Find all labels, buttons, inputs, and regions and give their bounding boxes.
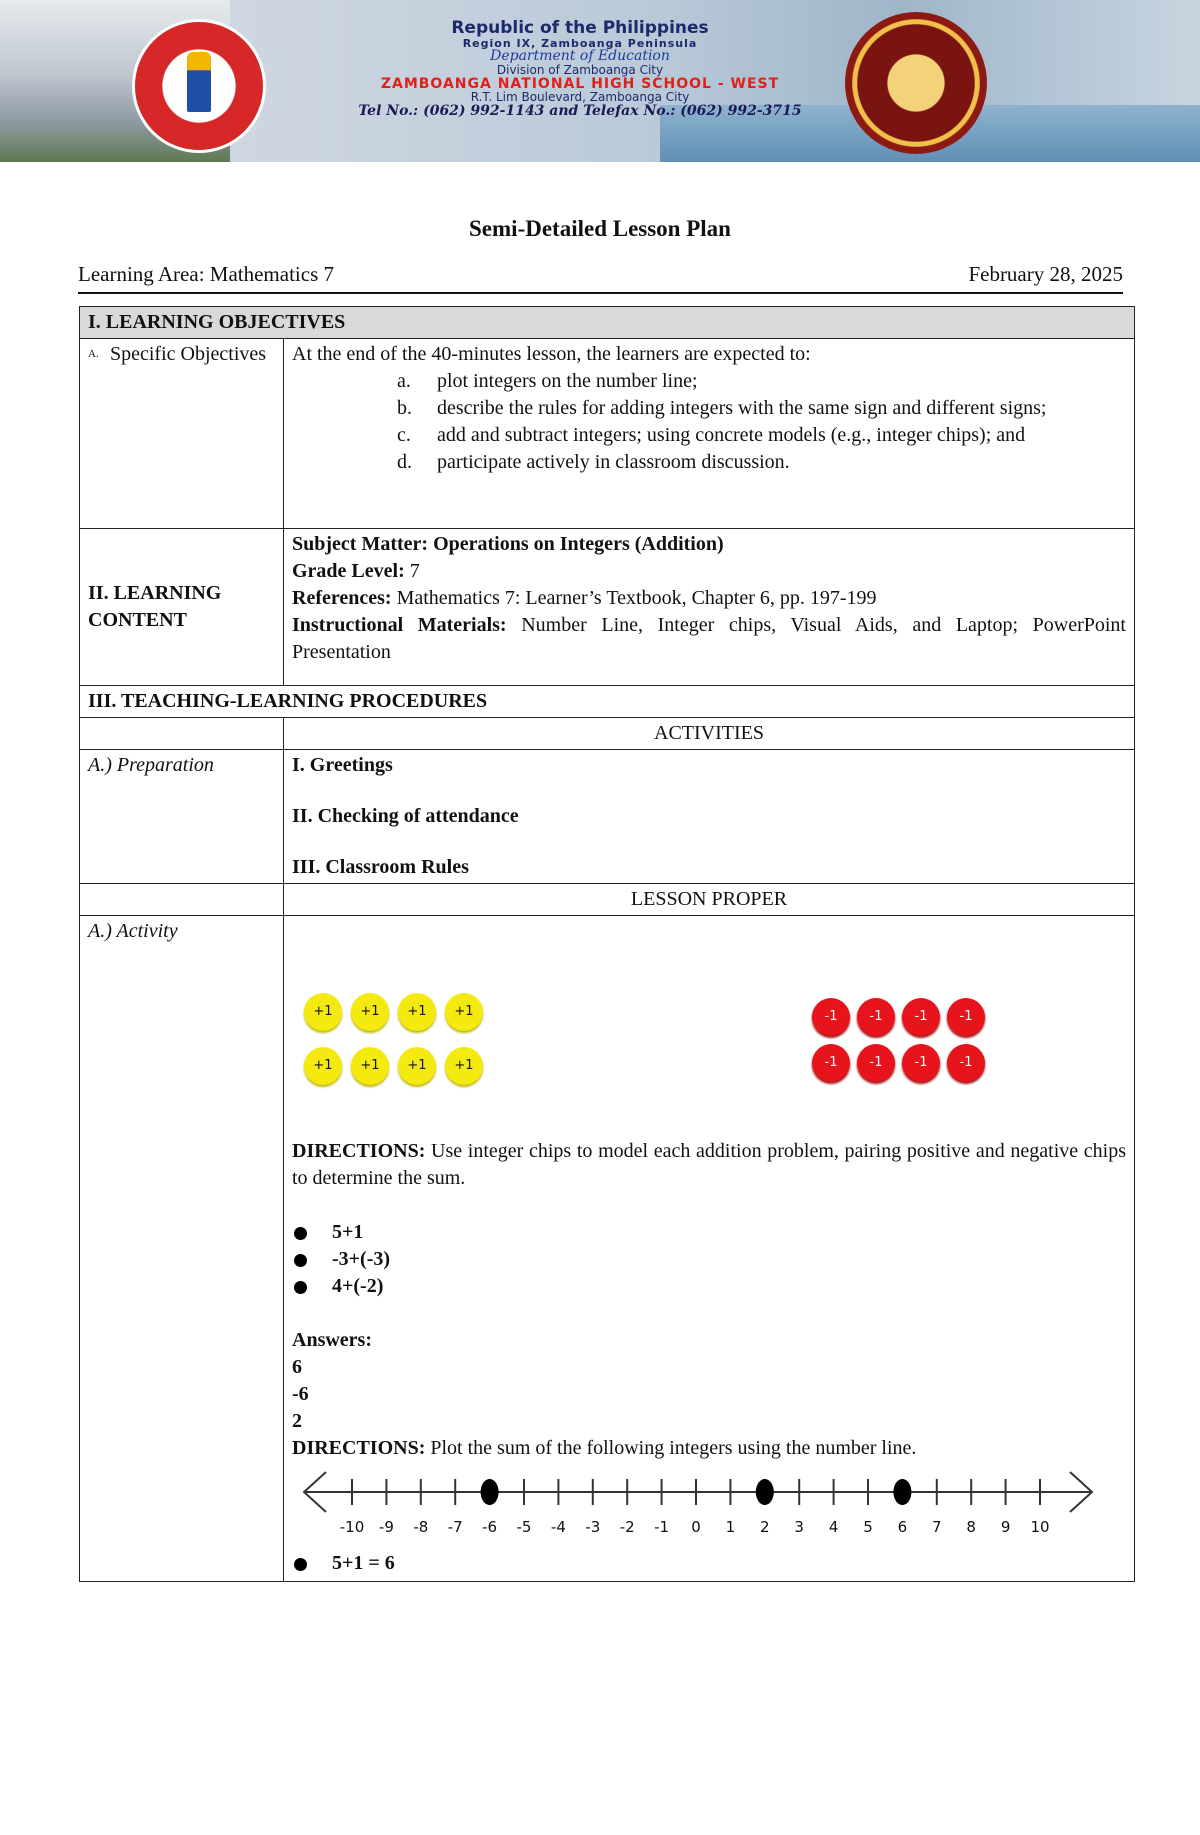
tick-label: 6: [897, 1518, 908, 1536]
activity-label: A.) Activity: [80, 916, 284, 1582]
tick-label: 9: [1000, 1518, 1011, 1536]
content-cell: [284, 529, 1135, 686]
materials-value: Number Line, Integer chips, Visual Aids, and Laptop; PowerPoint Presentation: [292, 614, 1126, 663]
materials-label: Instructional Materials:: [292, 614, 507, 636]
tick-label: 7: [932, 1518, 942, 1536]
list-item: d. participate actively in classroom discussion.: [397, 451, 790, 473]
preparation-label: A.) Preparation: [80, 750, 284, 884]
integer-chips-area: [292, 918, 1126, 1138]
answer-item: 6: [292, 1356, 302, 1378]
torch-icon: [187, 52, 211, 112]
procedures-header-row: [80, 686, 1135, 718]
positive-chip: +1: [304, 993, 342, 1031]
banner-department: Department of Education: [490, 48, 670, 65]
lesson-date: February 28, 2025: [968, 262, 1123, 286]
tick-label: -4: [550, 1518, 566, 1536]
grade-value: 7: [409, 560, 420, 582]
tick-label: -3: [585, 1518, 601, 1536]
banner-phone: Tel No.: (062) 992-1143 and Telefax No.: (062) 992-3715: [358, 102, 802, 119]
banner-address: R.T. Lim Boulevard, Zamboanga City: [470, 90, 690, 105]
list-item: b. describe the rules for adding integers with the same sign and different signs;: [397, 397, 1047, 419]
prep-item-rules: III. Classroom Rules: [292, 856, 469, 878]
objectives-label-letter: A.: [88, 348, 99, 360]
university-seal-logo: [845, 12, 987, 154]
grade-label: Grade Level:: [292, 560, 405, 582]
lesson-plan-table: [79, 306, 1135, 1582]
empty-cell: [80, 884, 284, 916]
banner-region: Region IX, Zamboanga Peninsula: [462, 36, 698, 50]
negative-chip: -1: [857, 1044, 895, 1082]
activity-cell: [284, 916, 1135, 1582]
tick-label: -5: [516, 1518, 532, 1536]
positive-chip: +1: [304, 1047, 342, 1085]
tick-label: 4: [828, 1518, 839, 1536]
objectives-header-row: [80, 307, 1135, 339]
positive-chip: +1: [398, 993, 436, 1031]
preparation-cell: [284, 750, 1135, 884]
content-row: [80, 529, 1135, 686]
answer-item: -6: [292, 1383, 309, 1405]
list-item: 4+(-2): [292, 1273, 1126, 1300]
banner-division: Division of Zamboanga City: [496, 63, 664, 78]
references-label: References:: [292, 587, 392, 609]
learning-area: Learning Area: Mathematics 7: [78, 262, 334, 286]
objectives-header: I. LEARNING OBJECTIVES: [80, 307, 1135, 339]
negative-chip: -1: [947, 998, 985, 1036]
answer-item: 2: [292, 1410, 302, 1432]
plotted-point: [756, 1479, 774, 1505]
activities-label: ACTIVITIES: [284, 718, 1135, 750]
lesson-proper-label: LESSON PROPER: [284, 884, 1135, 916]
tick-label: 0: [691, 1518, 701, 1536]
tick-label: -9: [378, 1518, 394, 1536]
negative-chip: -1: [812, 998, 850, 1036]
objectives-row: [80, 339, 1135, 529]
objectives-content-cell: [284, 339, 1135, 529]
empty-cell: [80, 718, 284, 750]
positive-chip: +1: [445, 1047, 483, 1085]
objectives-label-cell: [80, 339, 284, 529]
tick-label: 3: [794, 1518, 804, 1536]
tick-label: -1: [654, 1518, 670, 1536]
list-item: a. plot integers on the number line;: [397, 370, 698, 392]
tick-label: 2: [760, 1518, 770, 1536]
banner-republic: Republic of the Philippines: [451, 18, 709, 38]
prep-item-greetings: I. Greetings: [292, 754, 393, 776]
objectives-label: Specific Objectives: [110, 343, 267, 365]
negative-chip: -1: [902, 998, 940, 1036]
activities-header-row: [80, 718, 1135, 750]
list-item: 5+1: [292, 1219, 1126, 1246]
procedures-header: III. TEACHING-LEARNING PROCEDURES: [80, 686, 1135, 718]
meta-row: [78, 262, 1123, 294]
plotted-point: [481, 1479, 499, 1505]
header-banner: [0, 0, 1200, 162]
tick-label: -6: [482, 1518, 498, 1536]
learning-area-underline: [78, 292, 444, 294]
tick-label: 10: [1030, 1518, 1050, 1536]
tick-label: -7: [447, 1518, 463, 1536]
list-item: 5+1 = 6: [292, 1550, 1126, 1577]
positive-chip: +1: [351, 993, 389, 1031]
positive-chip: +1: [398, 1047, 436, 1085]
directions-1: DIRECTIONS: Use integer chips to model each addition problem, pairing positive and negative chips to determine the sum.: [292, 1140, 1127, 1189]
number-line-svg: [292, 1462, 1102, 1550]
tick-label: -2: [619, 1518, 635, 1536]
directions-2: DIRECTIONS: Plot the sum of the following integers using the number line.: [292, 1437, 917, 1459]
references-value: Mathematics 7: Learner’s Textbook, Chapter 6, pp. 197-199: [396, 587, 877, 609]
list-item: -3+(-3): [292, 1246, 1126, 1273]
objectives-list: [292, 368, 1126, 476]
tick-label: -8: [413, 1518, 429, 1536]
tick-label: -10: [339, 1518, 365, 1536]
tick-label: 8: [966, 1518, 976, 1536]
answers-label: Answers:: [292, 1329, 372, 1351]
list-item: c. add and subtract integers; using concrete models (e.g., integer chips); and: [397, 424, 1026, 446]
tick-label: 5: [863, 1518, 873, 1536]
content-header: II. LEARNING CONTENT: [80, 529, 284, 686]
problem-list: [292, 1219, 1126, 1300]
tick-label: 1: [725, 1518, 736, 1536]
page-title: Semi-Detailed Lesson Plan: [469, 216, 731, 241]
prep-item-attendance: II. Checking of attendance: [292, 805, 519, 827]
negative-chip: -1: [857, 998, 895, 1036]
lesson-proper-row: [80, 884, 1135, 916]
preparation-row: [80, 750, 1135, 884]
positive-chip: +1: [351, 1047, 389, 1085]
banner-text: [300, 20, 860, 119]
number-line: [292, 1462, 1126, 1550]
negative-chip: -1: [902, 1044, 940, 1082]
activity-row: [80, 916, 1135, 1582]
subject-label: Subject Matter:: [292, 533, 429, 555]
final-list: [292, 1550, 1126, 1577]
negative-chip: -1: [812, 1044, 850, 1082]
plotted-point: [893, 1479, 911, 1505]
banner-school-name: ZAMBOANGA NATIONAL HIGH SCHOOL - WEST: [380, 75, 780, 92]
school-seal-logo: [135, 22, 263, 150]
positive-chip: +1: [445, 993, 483, 1031]
negative-chip: -1: [947, 1044, 985, 1082]
subject-value: Operations on Integers (Addition): [433, 533, 724, 555]
objectives-intro: At the end of the 40-minutes lesson, the learners are expected to:: [292, 343, 811, 365]
